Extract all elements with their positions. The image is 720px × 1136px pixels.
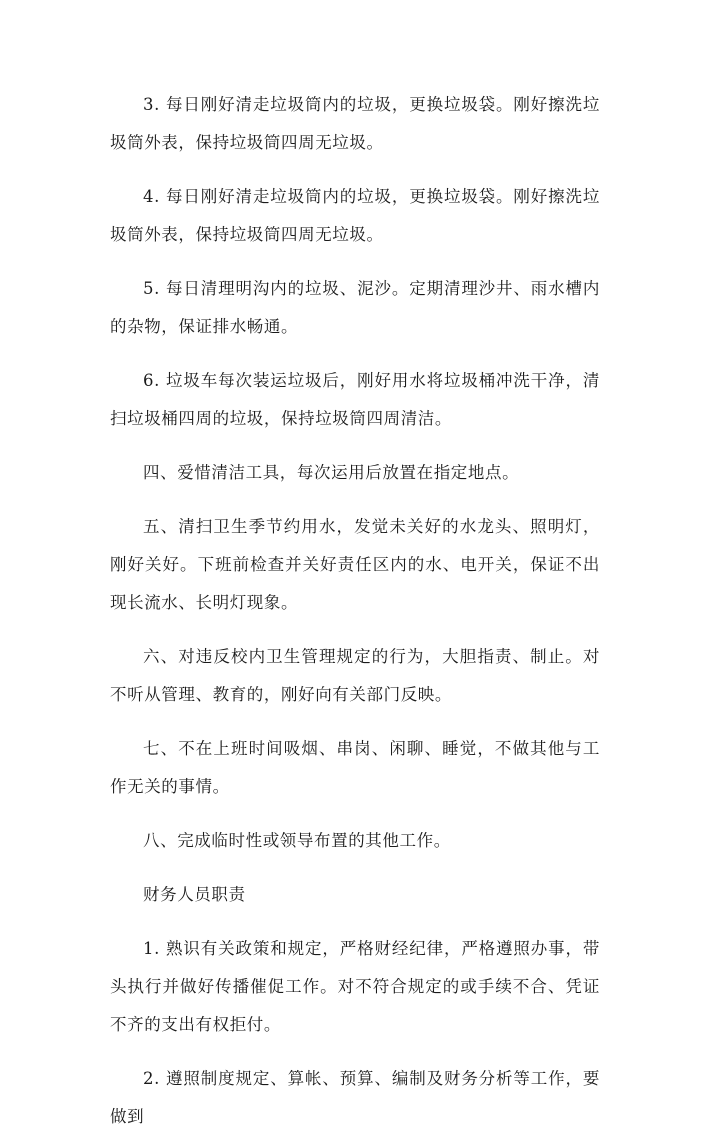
paragraph-finance-item-1: 1. 熟识有关政策和规定，严格财经纪律，严格遵照办事，带头执行并做好传播催促工作。对不符合规定的或手续不合、凭证不齐的支出有权拒付。 xyxy=(110,939,600,1034)
paragraph-item-6: 6. 垃圾车每次装运垃圾后，刚好用水将垃圾桶冲洗干净，清扫垃圾桶四周的垃圾，保持垃圾筒四周清洁。 xyxy=(110,371,600,428)
document-body xyxy=(110,86,600,1136)
section-heading-finance-duties: 财务人员职责 xyxy=(143,885,246,904)
paragraph-finance-item-2: 2. 遵照制度规定、算帐、预算、编制及财务分析等工作，要做到 xyxy=(110,1069,600,1126)
paragraph-section-4: 四、爱惜清洁工具，每次运用后放置在指定地点。 xyxy=(143,463,520,482)
paragraph-item-4: 4. 每日刚好清走垃圾筒内的垃圾，更换垃圾袋。刚好擦洗垃圾筒外表，保持垃圾筒四周无垃圾。 xyxy=(110,187,600,244)
paragraph-section-5: 五、清扫卫生季节约用水，发觉未关好的水龙头、照明灯，刚好关好。下班前检查并关好责任区内的水、电开关，保证不出现长流水、长明灯现象。 xyxy=(110,517,600,612)
paragraph-section-8: 八、完成临时性或领导布置的其他工作。 xyxy=(143,831,451,850)
paragraph-section-7: 七、不在上班时间吸烟、串岗、闲聊、睡觉，不做其他与工作无关的事情。 xyxy=(110,739,600,796)
paragraph-item-5: 5. 每日清理明沟内的垃圾、泥沙。定期清理沙井、雨水槽内的杂物，保证排水畅通。 xyxy=(110,279,600,336)
paragraph-section-6: 六、对违反校内卫生管理规定的行为，大胆指责、制止。对不听从管理、教育的，刚好向有关部门反映。 xyxy=(110,647,600,704)
paragraph-item-3: 3. 每日刚好清走垃圾筒内的垃圾，更换垃圾袋。刚好擦洗垃圾筒外表，保持垃圾筒四周无垃圾。 xyxy=(110,95,600,152)
